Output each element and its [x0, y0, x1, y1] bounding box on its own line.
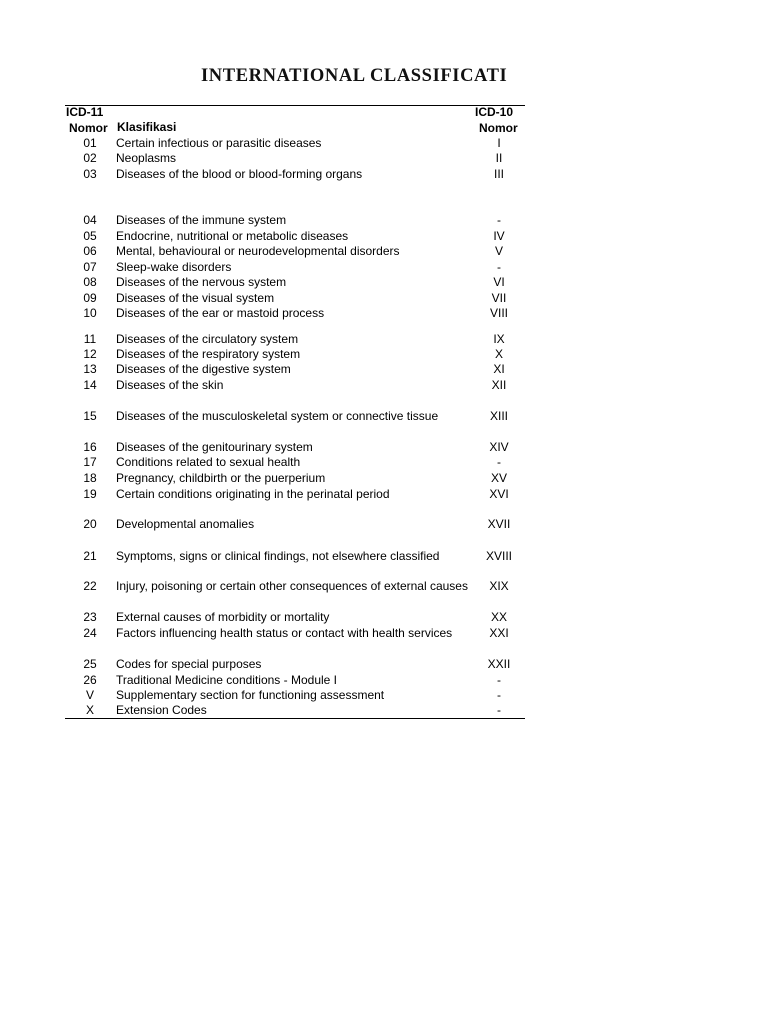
- classification-label: Pregnancy, childbirth or the puerperium: [116, 471, 326, 485]
- classification-label: Diseases of the musculoskeletal system or connective tissue: [116, 409, 439, 423]
- classification-label: Traditional Medicine conditions - Module I: [116, 673, 337, 687]
- icd10-code: XXI: [489, 626, 509, 640]
- icd10-code: -: [497, 688, 501, 702]
- icd11-code: 14: [83, 378, 97, 392]
- icd10-code: XVIII: [485, 549, 512, 563]
- classification-label: Supplementary section for functioning assessment: [116, 688, 385, 702]
- icd11-code: 17: [83, 455, 97, 469]
- icd11-code: 15: [83, 409, 97, 423]
- classification-label: Certain infectious or parasitic diseases: [116, 136, 322, 150]
- icd10-code: XV: [490, 471, 507, 485]
- classification-label: Factors influencing health status or contact with health services: [116, 626, 453, 640]
- icd10-code: XVI: [489, 487, 509, 501]
- classification-label: Diseases of the circulatory system: [116, 332, 299, 346]
- icd11-code: 07: [83, 260, 97, 274]
- icd11-code: 19: [83, 487, 97, 501]
- icd11-code: 24: [83, 626, 97, 640]
- icd11-code: 02: [83, 151, 97, 165]
- classification-label: Extension Codes: [116, 703, 207, 717]
- icd10-code: II: [495, 151, 503, 165]
- classification-label: Certain conditions originating in the perinatal period: [116, 487, 390, 501]
- icd10-code: X: [494, 347, 503, 361]
- icd10-code: -: [497, 213, 501, 227]
- header-icd10: ICD-10: [475, 105, 514, 119]
- icd11-code: 26: [83, 673, 97, 687]
- icd11-code: 12: [83, 347, 97, 361]
- classification-label: External causes of morbidity or mortality: [116, 610, 330, 624]
- icd10-code: IV: [493, 229, 505, 243]
- icd11-code: 04: [83, 213, 97, 227]
- classification-label: Diseases of the skin: [116, 378, 224, 392]
- icd10-code: XIII: [489, 409, 508, 423]
- icd10-code: VII: [491, 291, 507, 305]
- classification-label: Neoplasms: [116, 151, 177, 165]
- icd11-code: 18: [83, 471, 97, 485]
- icd11-code: 05: [83, 229, 97, 243]
- classification-label: Endocrine, nutritional or metabolic diseases: [116, 229, 349, 243]
- table-bottom-rule: [65, 718, 525, 719]
- classification-label: Diseases of the visual system: [116, 291, 275, 305]
- icd11-code: 11: [83, 332, 97, 346]
- icd11-code: 23: [83, 610, 97, 624]
- icd11-code: 20: [83, 517, 97, 531]
- icd10-code: XIV: [489, 440, 509, 454]
- classification-label: Diseases of the genitourinary system: [116, 440, 313, 454]
- classification-label: Symptoms, signs or clinical findings, not elsewhere classified: [116, 549, 440, 563]
- icd10-code: -: [497, 703, 501, 717]
- icd10-code: -: [497, 260, 501, 274]
- icd10-code: VIII: [489, 306, 508, 320]
- icd10-code: XVII: [487, 517, 511, 531]
- icd11-code: 16: [83, 440, 97, 454]
- icd11-code: 01: [83, 136, 97, 150]
- header-nomor-icd11: Nomor: [69, 121, 108, 135]
- icd11-code: 25: [83, 657, 97, 671]
- header-icd11: ICD-11: [66, 105, 104, 119]
- classification-label: Mental, behavioural or neurodevelopmental disorders: [116, 244, 400, 258]
- icd11-code: 21: [83, 549, 97, 563]
- classification-label: Conditions related to sexual health: [116, 455, 301, 469]
- classification-label: Codes for special purposes: [116, 657, 262, 671]
- icd10-code: XXII: [487, 657, 511, 671]
- icd11-code: 22: [83, 579, 97, 593]
- icd10-code: -: [497, 673, 501, 687]
- header-nomor-icd10: Nomor: [479, 121, 518, 135]
- classification-label: Diseases of the ear or mastoid process: [116, 306, 325, 320]
- icd11-code: V: [85, 688, 94, 702]
- icd11-code: 08: [83, 275, 97, 289]
- icd10-code: XX: [490, 610, 507, 624]
- icd11-code: 03: [83, 167, 97, 181]
- classification-label: Diseases of the immune system: [116, 213, 287, 227]
- icd10-code: I: [497, 136, 501, 150]
- document-title: INTERNATIONAL CLASSIFICATI: [201, 66, 508, 86]
- icd10-code: XI: [493, 362, 505, 376]
- classification-label: Injury, poisoning or certain other consequences of external causes: [116, 579, 468, 593]
- classification-label: Diseases of the digestive system: [116, 362, 291, 376]
- icd11-code: 06: [83, 244, 97, 258]
- icd10-code: XII: [491, 378, 507, 392]
- icd10-code: IX: [493, 332, 505, 346]
- icd11-code: X: [85, 703, 94, 717]
- icd10-code: III: [493, 167, 504, 181]
- header-klasifikasi: Klasifikasi: [117, 120, 177, 134]
- classification-label: Diseases of the nervous system: [116, 275, 287, 289]
- classification-label: Diseases of the respiratory system: [116, 347, 301, 361]
- icd11-code: 09: [83, 291, 97, 305]
- icd10-code: V: [494, 244, 503, 258]
- classification-label: Sleep-wake disorders: [116, 260, 232, 274]
- classification-label: Diseases of the blood or blood-forming organs: [116, 167, 363, 181]
- icd10-code: VI: [493, 275, 505, 289]
- icd11-code: 13: [83, 362, 97, 376]
- icd10-code: -: [497, 455, 501, 469]
- icd11-code: 10: [83, 306, 97, 320]
- icd10-code: XIX: [489, 579, 509, 593]
- classification-sheet: [65, 0, 525, 1024]
- classification-label: Developmental anomalies: [116, 517, 255, 531]
- classification-table-body: [65, 0, 525, 1024]
